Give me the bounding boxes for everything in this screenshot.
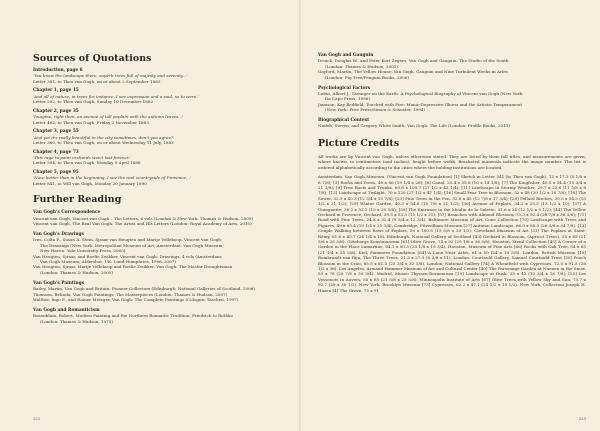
reading-entry-line: Lubin, Albert J., Stranger on the Earth: A Psychological Biography of Vincent van Gogh (New York:	[318, 90, 524, 96]
reading-entry-line: Vincent van Gogh, The Real Van Gogh: The Artist and His Letters (London: Royal Academy of Arts, 2010)	[33, 221, 252, 227]
reading-entry-line: (London: Thames & Hudson, 2005)	[40, 269, 113, 275]
reading-group-heading: Psychological Factors	[318, 85, 371, 91]
reading-group-heading: Van Gogh and Gauguin	[318, 53, 374, 58]
reading-entry-line: Thomson, Belinda, Van Gogh Paintings: The Masterpieces (London: Thames & Hudson, 2007)	[33, 291, 228, 297]
reading-entry-line: (London: Thames & Hudson, 1975)	[40, 318, 113, 324]
right-page	[300, 0, 600, 431]
source-entry	[33, 170, 280, 186]
reading-entry-line: Bailey, Martin, Van Gogh and Britain: Pioneer Collectors (Edinburgh: National Galleries of Scotland, 2006)	[33, 286, 255, 292]
source-reference: Letter 360, to Theo van Gogh, on or about Wednesday 11 July, 1883	[33, 140, 174, 146]
reading-entry-line: Van Heugten, Sjraar, Marije Vellekoop and Roelie Zwikker, Van Gogh: The Master Draughtsman	[33, 264, 233, 270]
reading-group	[318, 86, 586, 113]
reading-entry-line: Druick, Douglas W., and Peter Kort Zegers, Van Gogh and Gauguin: The Studio of the South	[318, 58, 509, 64]
source-quote: 'This rage to paint orchards won't last forever.'	[33, 155, 131, 161]
source-reference: Letter 594, to Theo van Gogh, Monday 9 April 1888	[33, 160, 141, 166]
further-reading-list	[33, 210, 280, 324]
source-quote: 'Now, better than in the beginning, I see the real countryside of Provence...'	[33, 175, 192, 181]
reading-entry-line: New Haven: Yale University Press, 2005)	[40, 248, 126, 254]
reading-entry-line: (London: Fig Tree/Penguin Books, 2006)	[325, 74, 410, 80]
picture-credits	[318, 154, 586, 293]
picture-credits-title: Picture Credits	[318, 137, 400, 149]
reading-entry-line: The Drawings (New York: Metropolitan Museum of Art; Amsterdam: Van Gogh Museum;	[40, 242, 224, 248]
source-quote: 'And all of nature, in trees for instance, I see expression and a soul, so to were.'	[33, 93, 199, 99]
reading-entry-line: Rosenblum, Robert, Modern Painting and the Northern Romantic Tradition: Friedrich to Rothko	[33, 313, 233, 319]
reading-group-heading: Van Gogh's Paintings	[33, 280, 85, 286]
reading-entry-line: Jamison, Kay Redfield, Touched with Fire: Manic-Depressive Illness and the Artistic Temperament	[318, 101, 522, 107]
page-number-left: 222	[33, 416, 41, 421]
reading-group-heading: Van Gogh's Correspondence	[33, 210, 101, 216]
reading-entry-line: (New York: Free Press/Simon & Schuster, 1994)	[325, 107, 426, 113]
reading-group	[33, 232, 280, 275]
source-reference: Letter 841, to Will van Gogh, Monday 20 January 1890	[33, 180, 147, 186]
source-quote: 'You know the landscape there, superb trees full of majesty and serenity...'	[33, 73, 188, 79]
reading-entry-line: Vincent van Gogh, Vincent van Gogh – The Letters, 6 vols (London & New York: Thames & Hudson, 2009)	[33, 215, 254, 221]
reading-entry-line: Ives, Colta F., Susan A. Stein, Sjraar van Heugten and Marije Vellekoop, Vincent van Gogh:	[33, 237, 223, 243]
reading-entry-line: Naifeh, Steven, and Gregory White Smith, Van Gogh: The Life (London: Profile Books, 2011)	[318, 123, 510, 129]
source-heading: Chapter 4, page 73	[33, 149, 79, 155]
source-quote: 'And yet it's really beautiful in the city sometimes, don't you agree?'	[33, 134, 175, 140]
source-reference: Letter 402, to Theo van Gogh, Friday 2 November 1883	[33, 119, 149, 125]
source-reference: Letter 381, to Theo van Gogh, on or about 2 September 1883	[33, 78, 161, 84]
source-heading: Chapter 5, page 95	[33, 170, 79, 176]
page-number-right: 223	[578, 416, 586, 421]
reading-group-heading: Biographical Context	[318, 118, 370, 124]
source-heading: Chapter 3, page 55	[33, 129, 79, 135]
reading-entry-line: Gayford, Martin, The Yellow House: Van Gogh, Gauguin and Nine Turbulent Weeks in Arles	[318, 69, 508, 75]
reading-group	[318, 118, 586, 129]
source-entry	[33, 129, 280, 145]
reading-entry-line: Van Gogh Museum; Aldershot, UK: Lund Humphries, 1996–2007)	[40, 259, 176, 264]
reading-group	[33, 210, 280, 226]
source-heading: Chapter 1, page 15	[33, 88, 79, 94]
credits-intro: All works are by Vincent van Gogh, unless otherwise stated. They are listed by their full titles, and measurements are given, where known, in centimetres (and inches), height before width. Bracketed numerals indicate the image number. The list is ordered alphabetically according to the cities where the holding institutions are located.	[318, 153, 586, 170]
further-reading-title: Further Reading	[33, 194, 122, 206]
source-entry	[33, 88, 280, 104]
source-entry	[33, 68, 280, 84]
reading-entry-line: Van Heugten, Sjraar, and Roelie Zwikker, Vincent van Gogh: Drawings, 4 vols (Amsterdam:	[33, 253, 223, 259]
reading-entry-line: (London: Thames & Hudson, 2001)	[325, 63, 398, 69]
sources-list	[33, 68, 280, 186]
sources-title: Sources of Quotations	[33, 53, 152, 64]
source-entry	[33, 109, 280, 125]
source-entry	[33, 150, 280, 166]
reading-entry-line: Da Capo Press, 1996)	[325, 96, 370, 102]
reading-group	[318, 53, 586, 80]
further-reading-continued	[318, 53, 586, 129]
source-quote: 'Imagine, right then, an avenue of tall poplars with the autumn leaves...'	[33, 114, 184, 120]
credits-body: Amsterdam, Van Gogh Museum, (Vincent van Gogh Foundation) [1] Sketch in Letter 341 (to Theo van Gogh), 13 x 17.3 (5 1/8 x 6 7/8); [3] Rocks and Trees, 49 x 66 (19 1/4 x 26); [6] Canal, 25.4 x 35.8 (10 x 14 1/8); [7] The Kingfisher, 40.1 x 54.4 (15 3/4 x 21 3/8); [9] Tree Roots and Trunks, 69.8 x 109.7 (27 1/2 x 43 1/4); [11] Landscape in Stormy Weather, 29.7 x 22.6 (11 5/8 x 8 7/8); [12] Landscape at Twilight, 70 x 120 (27 1/2 x 47 1/4); [16] Small Pear Tree in Blossom, 52 x 48 (20 1/2 x 18 7/8); [18] The Sower, 32.5 x 40.3 (12 3/4 x 15 7/8); [23] Pine Trees in the Fen, 32.8 x 45 (12 7/8 x 17 3/4); [28] Pollard Birches, 39.5 x 54.5 (15 1/2 x 21 1/2); [29] Winter Garden, 40.3 x 54.6 (15 7/8 x 21 1/2); [30] Avenue of Poplars, 34.2 x 25.5 (13 1/2 x 10); [37] A Guinguette, 38.2 x 52.5 (15 x 20 5/8); [39] The Entrance to the Moulin de la Galette, 31.6 x 24 (12 1/2 x 9 1/2); [44] The Yellow Orchard in Provence; Orchard, 39.5 x 53.5 (15 1/2 x 21); [57] Branches with Almond Blossom, 73.3 x 92.4 (28 7/8 x 36 3/8); [71] Road with Pine Trees, 24.8 x 32.4 (9 3/4 x 12 3/4). Baltimore Museum of Art, Cone Collection [70] Landscape with Trees and Figures, 49 x 65.4 (19 1/4 x 25 3/4). Cambridge, Fitzwilliam Museum [27] Autumn Landscape, 66.9 x 88.5 (26 3/8 x 34 7/8). [13] Couple Walking between Rows of Poplars, 50 x 100.5 (19 5/8 x 39 1/2). Cleveland Museum of Art [31] The Poplars at Saint-Rémy, 61.6 x 45.7 (24 1/4 x 18). Edinburgh, National Gallery of Scotland [43] Orchard in Blossom, (Apricot Trees), 55 x 65 (21 5/8 x 25 5/8). Göteborgs Konstmuseum [61] Olive Grove, 74 x 93 (29 1/8 x 36 5/8). Houston, Menil Collection [45] A Corner of a Garden in the Place Lamartine, 64.1 x 50.3 (25 1/4 x 19 3/4). Houston, Museum of Fine Arts [66] Rocks with Oak Tree, 54 x 65 (21 1/4 x 25 5/8). Kiel, Pommern Foundation [64] A Lane Near Arles, 61 x 50 (24 x 19 5/8). London, British Museum [10] Rembrandt van Rijn, The Three Trees, 21.3 x 27.9 (8 3/8 x 11). London, Courtauld Gallery, Samuel Courtauld Trust [50] Peach Blossom in the Crau, 65.5 x 81.5 (25 3/4 x 32 1/8). London, National Gallery [74] A Wheatfield with Cypresses, 72.5 x 91.5 (28 1/2 x 36). Los Angeles, Armand Hammer Museum of Art and Cultural Center [40] The Parsonage Garden at Nuenen in the Snow, 53 x 78 (20 7/8 x 30 3/4). Madrid, Museo Thyssen-Bornemisza [19] Landscape at Dusk, 35 x 43 (13 3/4 x 16 7/8); [55] Les Vessenots in Auvers, 55 x 65 (21 5/8 x 25 5/8). Minneapolis Institute of Arts [67] Olive Trees with Yellow Sky and Sun, 73.7 x 92.7 (29 x 36 1/2). New York, Brooklyn Museum [73] Cypresses, 62.2 x 47.1 (24 1/2 x 18 1/2). New York, Collection Joseph H. Hazen [4] The Grove, 75 x 91	[318, 174, 586, 293]
reading-group	[33, 308, 280, 324]
source-heading: Chapter 2, page 35	[33, 108, 79, 114]
reading-group	[33, 281, 280, 303]
reading-group-heading: Van Gogh's Drawings	[33, 231, 84, 237]
reading-entry-line: Walther, Ingo F., and Rainer Metzger, Van Gogh: The Complete Paintings (Cologne: Taschen, 1997)	[33, 296, 239, 302]
source-reference: Letter 292, to Theo van Gogh, Sunday 10 December 1882	[33, 99, 154, 105]
reading-group-heading: Van Gogh and Romanticism	[33, 307, 100, 313]
source-heading: Introduction, page 6	[33, 68, 83, 73]
